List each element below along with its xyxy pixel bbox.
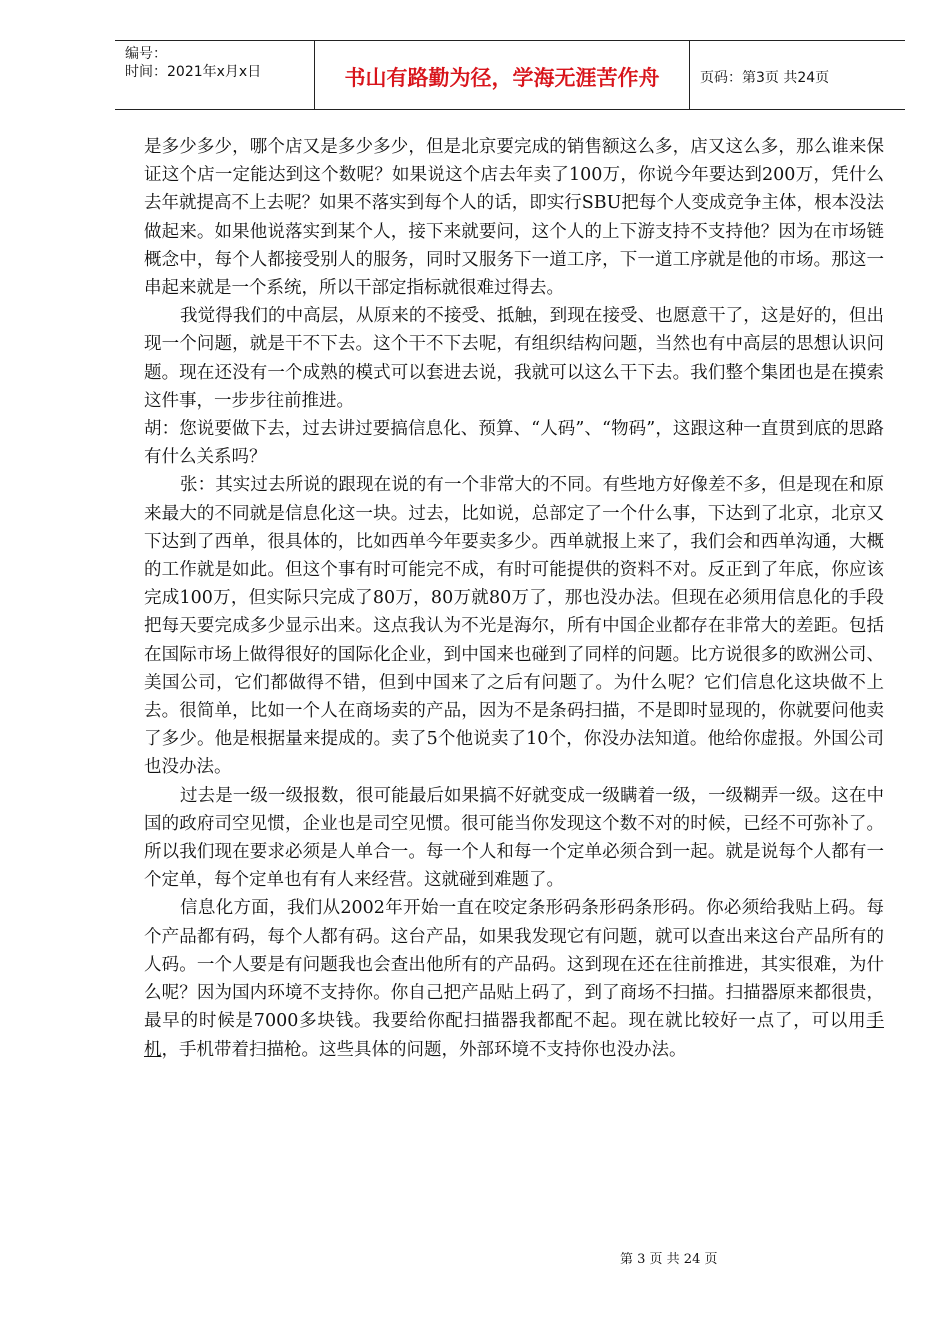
page-header [115, 40, 905, 110]
paragraph-text: 信息化方面，我们从2002年开始一直在咬定条形码条形码条形码。你必须给我贴上码。每个产品都有码，每个人都有码。这台产品，如果我发现它有问题，就可以查出来这台产品所有的人码。一个人要是有问题我也会查出他所有的产品码。这到现在还在往前推进，其实很难，为什么呢？因为国内环境不支持你。你自己把产品贴上码了，到了商场不扫描。扫描器原来都很贵，最早的时候是7000多块钱。我要给你配扫描器我都配不起。现在就比较好一点了，可以用 [144, 898, 884, 1032]
paragraph: 是多少多少，哪个店又是多少多少，但是北京要完成的销售额这么多，店又这么多，那么谁来保证这个店一定能达到这个数呢？如果说这个店去年卖了100万，你说今年要达到200万，凭什么去年就提高不上去呢？如果不落实到每个人的话，即实行SBU把每个人变成竞争主体，根本没法做起来。如果他说落实到某个人，接下来就要问，这个人的上下游支持不支持他？因为在市场链概念中，每个人都接受别人的服务，同时又服务下一道工序，下一道工序就是他的市场。那这一串起来就是一个系统，所以干部定指标就很难过得去。 [144, 137, 884, 299]
header-motto: 书山有路勤为径，学海无涯苦作舟 [315, 41, 690, 109]
document-body [144, 133, 884, 1064]
page-footer: 第 3 页 共 24 页 [620, 1252, 718, 1267]
paragraph: 胡：您说要做下去，过去讲过要搞信息化、预算、“人码”、“物码”，这跟这种一直贯到底的思路有什么关系吗？ [144, 419, 884, 468]
header-page-info: 页码：第3页 共24页 [700, 70, 830, 86]
paragraph: 过去是一级一级报数，很可能最后如果搞不好就变成一级瞒着一级，一级糊弄一级。这在中国的政府司空见惯，企业也是司空见惯。很可能当你发现这个数不对的时候，已经不可弥补了。所以我们现在要求必须是人单合一。每一个人和每一个定单必须合到一起。就是说每个人都有一个定单，每个定单也有有人来经营。这就碰到难题了。 [144, 785, 884, 891]
number-label: 编号： [125, 46, 167, 62]
paragraph: 我觉得我们的中高层，从原来的不接受、抵触，到现在接受、也愿意干了，这是好的，但出现一个问题，就是干不下去。这个干不下去呢，有组织结构问题，当然也有中高层的思想认识问题。现在还没有一个成熟的模式可以套进去说，我就可以这么干下去。我们整个集团也是在摸索这件事，一步步往前推进。 [144, 306, 884, 411]
header-meta [115, 41, 315, 109]
paragraph-text: ，手机带着扫描枪。这些具体的问题，外部环境不支持你也没办法。 [161, 1039, 687, 1060]
paragraph: 张：其实过去所说的跟现在说的有一个非常大的不同。有些地方好像差不多，但是现在和原来最大的不同就是信息化这一块。过去，比如说，总部定了一个什么事，下达到了北京，北京又下达到了西单，很具体的，比如西单今年要卖多少。西单就报上来了，我们会和西单沟通，大概的工作就是如此。但这个事有时可能完不成，有时可能提供的资料不对。反正到了年底，你应该完成100万，但实际只完成了80万，80万就80万了，那也没办法。但现在必须用信息化的手段把每天要完成多少显示出来。这点我认为不光是海尔，所有中国企业都存在非常大的差距。包括在国际市场上做得很好的国际化企业，到中国来也碰到了同样的问题。比方说很多的欧洲公司、美国公司，它们都做得不错，但到中国来了之后有问题了。为什么呢？它们信息化这块做不上去。很简单，比如一个人在商场卖的产品，因为不是条码扫描，不是即时显现的，你就要问他卖了多少。他是根据量来提成的。卖了5个他说卖了10个，你没办法知道。他给你虚报。外国公司也没办法。 [144, 475, 884, 778]
time-label: 时间：2021年x月x日 [125, 64, 262, 80]
paragraph-last [144, 894, 884, 1063]
phone-link[interactable]: 手机 [144, 1011, 884, 1060]
